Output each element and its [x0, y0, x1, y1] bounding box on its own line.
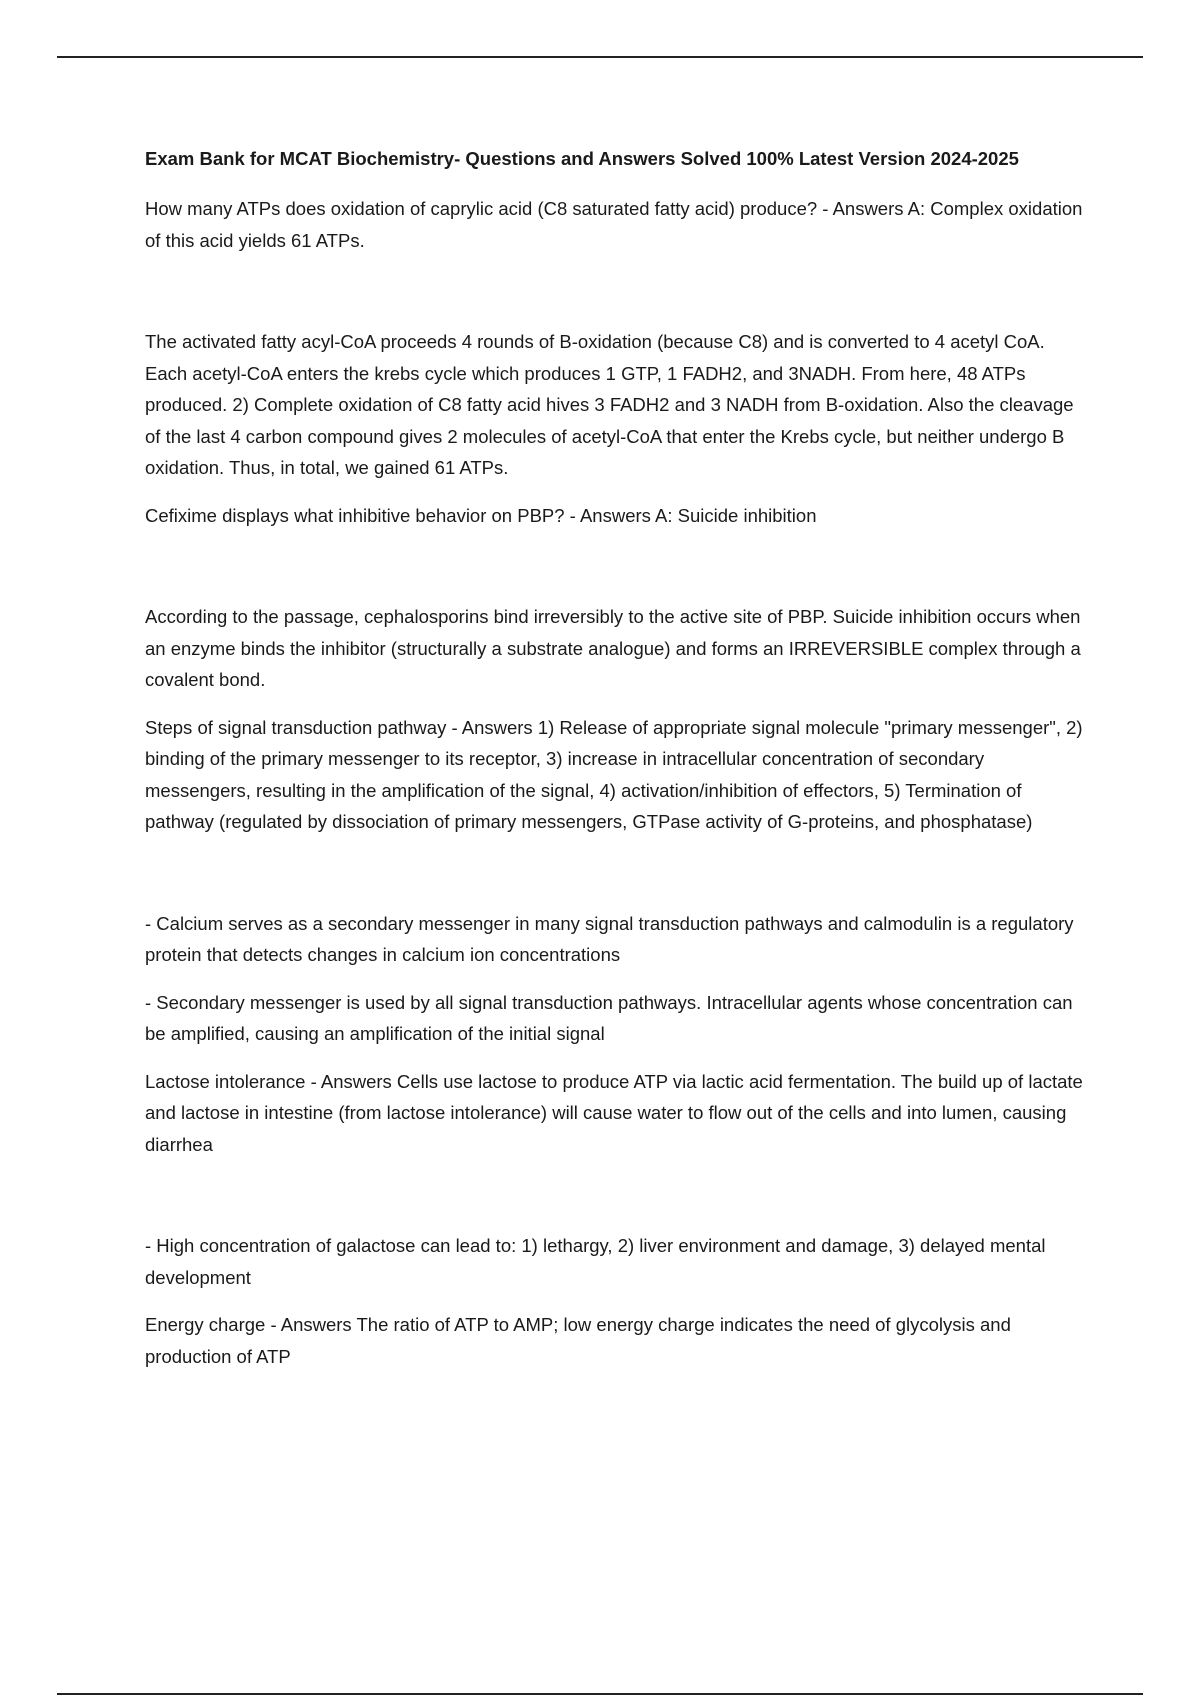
qa-cefixime-explanation: According to the passage, cephalosporins bind irreversibly to the active site of PBP. Suicide inhibition occurs when an enzyme binds the inhibitor (structurally a substrate analogue) and forms an IRREVERSIBLE complex through a covalent bond. [145, 606, 1086, 690]
qa-cefixime-question: Cefixime displays what inhibitive behavior on PBP? - Answers A: Suicide inhibition [145, 504, 817, 526]
qa-caprylic-question: How many ATPs does oxidation of caprylic acid (C8 saturated fatty acid) produce? - Answers A: Complex oxidation of this acid yields 61 ATPs. [145, 198, 1088, 251]
qa-calcium-note: - Calcium serves as a secondary messenger in many signal transduction pathways and calmodulin is a regulatory protein that detects changes in calcium ion concentrations [145, 912, 1079, 965]
document-title: Exam Bank for MCAT Biochemistry- Questions and Answers Solved 100% Latest Version 2024-2025 [145, 148, 1019, 169]
qa-signal-transduction-question: Steps of signal transduction pathway - Answers 1) Release of appropriate signal molecule "primary messenger", 2) binding of the primary messenger to its receptor, 3) increase in intracellular concentration of secondary messengers, resulting in the amplification of the signal, 4) activation/inhibition of effectors, 5) Termination of pathway (regulated by dissociation of primary messengers, GTPase activity of G-proteins, and phosphatase) [145, 716, 1088, 832]
qa-caprylic-explanation: The activated fatty acyl-CoA proceeds 4 rounds of B-oxidation (because C8) and is converted to 4 acetyl CoA. Each acetyl-CoA enters the krebs cycle which produces 1 GTP, 1 FADH2, and 3NADH. From here, 48 ATPs produced. 2) Complete oxidation of C8 fatty acid hives 3 FADH2 and 3 NADH from B-oxidation. Also the cleavage of the last 4 carbon compound gives 2 molecules of acetyl-CoA that enter the Krebs cycle, but neither undergo B oxidation. Thus, in total, we gained 61 ATPs. [145, 331, 1081, 478]
qa-lactose-question: Lactose intolerance - Answers Cells use lactose to produce ATP via lactic acid fermentation. The build up of lactate and lactose in intestine (from lactose intolerance) will cause water to flow out of the cells and into lumen, causing diarrhea [145, 1070, 1088, 1155]
qa-secondary-messenger-note: - Secondary messenger is used by all signal transduction pathways. Intracellular agents whose concentration can be amplified, causing an amplification of the initial signal [145, 991, 1078, 1044]
document-body [145, 145, 1090, 1372]
bottom-divider [57, 1693, 1143, 1695]
qa-galactose-note: - High concentration of galactose can lead to: 1) lethargy, 2) liver environment and damage, 3) delayed mental development [145, 1235, 1051, 1288]
top-divider [57, 56, 1143, 58]
qa-energy-charge-question: Energy charge - Answers The ratio of ATP to AMP; low energy charge indicates the need of glycolysis and production of ATP [145, 1314, 1017, 1367]
